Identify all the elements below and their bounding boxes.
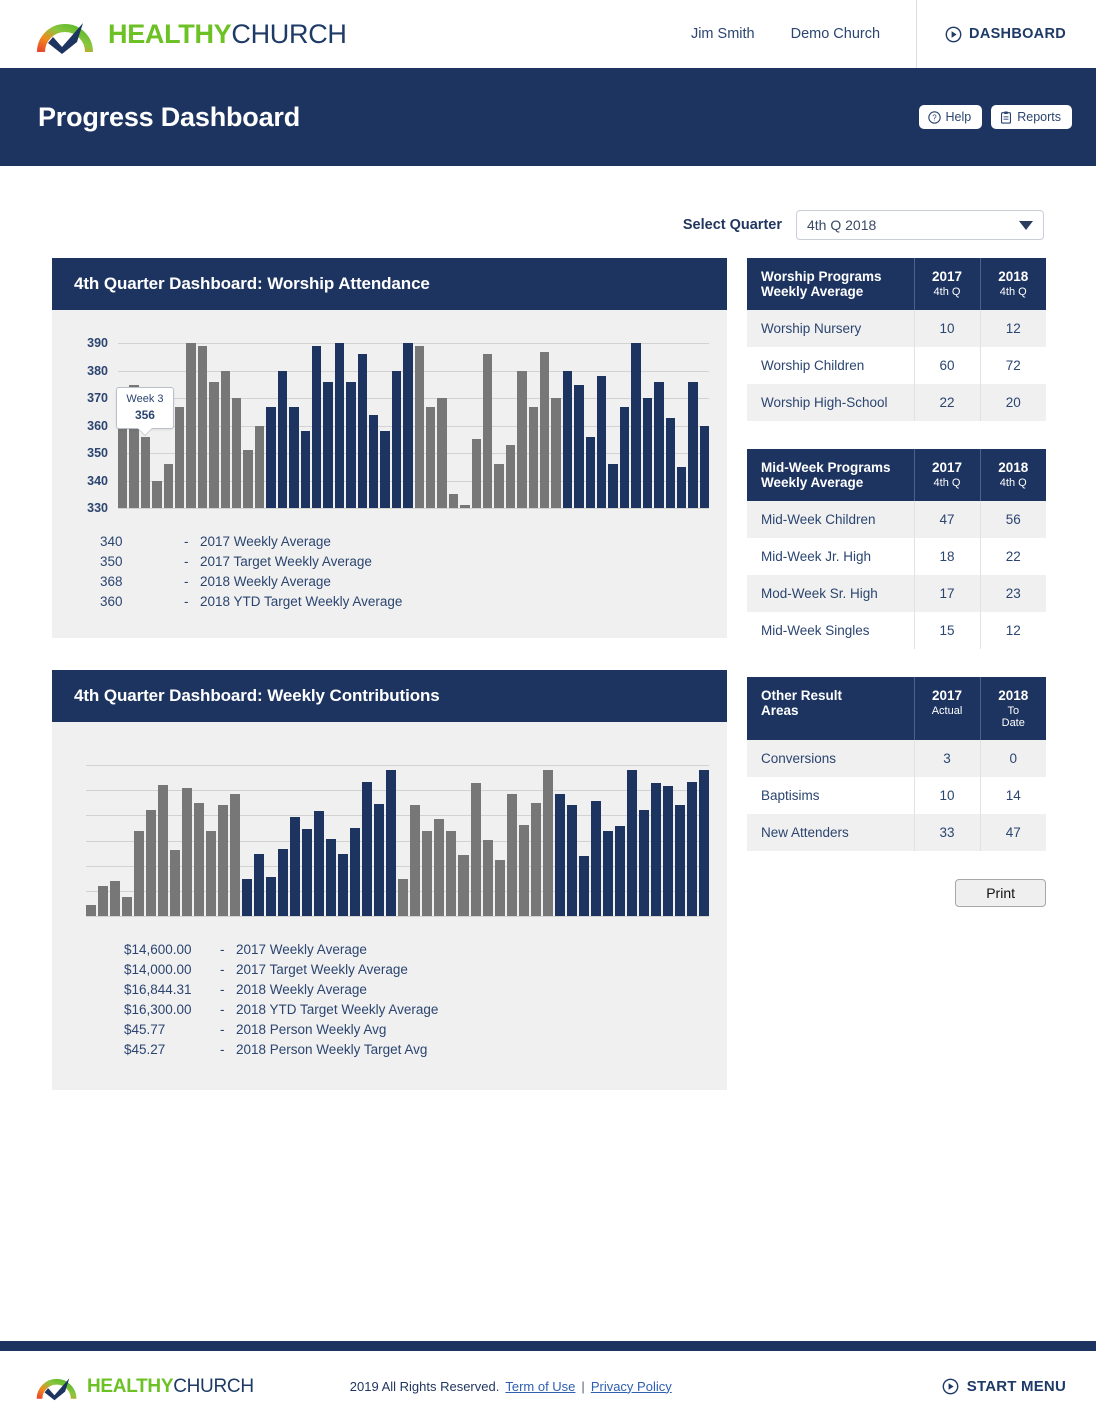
legend-value: 360 — [100, 594, 123, 609]
chart-bar[interactable] — [654, 382, 663, 508]
chart-bar[interactable] — [471, 783, 481, 916]
legend-text: 2018 Person Weekly Avg — [236, 1022, 387, 1037]
chart-bar[interactable] — [314, 811, 324, 916]
chart-bar[interactable] — [426, 407, 435, 508]
legend-row — [100, 552, 727, 572]
chart-bar[interactable] — [182, 788, 192, 916]
chart-bar[interactable] — [242, 879, 252, 916]
chart-bar[interactable] — [86, 905, 96, 916]
brand-church: CHURCH — [231, 18, 347, 49]
nav-org-link[interactable]: Demo Church — [790, 26, 881, 42]
question-circle-icon — [928, 111, 941, 124]
contributions-plot — [86, 758, 709, 916]
table-row — [747, 501, 1046, 538]
chart-bar[interactable] — [663, 786, 673, 916]
chart-bar[interactable] — [519, 825, 529, 916]
footer-brand-church: CHURCH — [173, 1375, 254, 1397]
bar-group — [86, 758, 709, 916]
worship-attendance-card — [52, 258, 727, 638]
legend-dash: - — [184, 554, 189, 569]
table-row — [747, 575, 1046, 612]
legend-dash: - — [220, 962, 225, 977]
tables-column — [747, 258, 1046, 907]
chart-bar[interactable] — [98, 886, 108, 916]
chart-bar[interactable] — [495, 860, 505, 916]
row-value-2017: 22 — [914, 384, 980, 421]
chart-bar[interactable] — [110, 881, 120, 916]
row-label: New Attenders — [747, 814, 914, 851]
legend-row — [100, 572, 727, 592]
worship-attendance-body — [52, 310, 727, 638]
table-row — [747, 384, 1046, 421]
chart-bar[interactable] — [335, 343, 344, 508]
header-line-1: Other Result — [761, 688, 843, 703]
row-value-2017: 10 — [914, 310, 980, 347]
chart-bar[interactable] — [586, 437, 595, 508]
table-header-row — [747, 449, 1046, 501]
chart-tooltip — [116, 387, 173, 429]
chart-bar[interactable] — [449, 494, 458, 508]
footer-separator: | — [581, 1378, 585, 1394]
header-sub: 4th Q — [999, 286, 1027, 298]
y-axis-tick-label: 370 — [87, 391, 108, 406]
legend-text: 2017 Weekly Average — [236, 942, 367, 957]
chart-bar[interactable] — [338, 854, 348, 916]
start-menu-button[interactable] — [942, 1378, 1066, 1395]
legend-row — [124, 940, 727, 960]
chart-bar[interactable] — [255, 426, 264, 508]
legend-dash: - — [220, 1022, 225, 1037]
table-header-2018: 2018 To Date — [980, 677, 1046, 740]
footer-brand-text — [87, 1377, 254, 1396]
legend-row — [100, 592, 727, 612]
chart-bar[interactable] — [134, 831, 144, 916]
row-label: Mid-Week Children — [747, 501, 914, 538]
chart-bar[interactable] — [175, 407, 184, 508]
legend-dash: - — [220, 982, 225, 997]
bar-group — [118, 338, 709, 508]
chart-bar[interactable] — [198, 346, 207, 508]
chart-bar[interactable] — [608, 464, 617, 508]
chart-bar[interactable] — [688, 382, 697, 508]
chart-bar[interactable] — [278, 849, 288, 917]
y-axis-tick-label: 330 — [87, 501, 108, 515]
chart-bar[interactable] — [164, 464, 173, 508]
chart-bar[interactable] — [639, 810, 649, 916]
row-label: Worship Nursery — [747, 310, 914, 347]
y-axis-tick-label: 390 — [87, 336, 108, 351]
chart-bar[interactable] — [483, 840, 493, 916]
legend-value: $16,300.00 — [124, 1002, 192, 1017]
chart-bar[interactable] — [302, 829, 312, 916]
chart-bar[interactable] — [615, 826, 625, 916]
chart-bar[interactable] — [386, 770, 396, 917]
row-value-2017: 18 — [914, 538, 980, 575]
chart-bar[interactable] — [346, 382, 355, 508]
row-value-2018: 12 — [1005, 623, 1021, 638]
chart-bar[interactable] — [369, 415, 378, 508]
chart-bar[interactable] — [620, 407, 629, 508]
nav-user-link[interactable]: Jim Smith — [690, 26, 755, 42]
table-header-2018: 2018 4th Q — [980, 258, 1046, 310]
page-footer — [0, 1351, 1096, 1421]
row-value-2018: 47 — [1005, 825, 1021, 840]
legend-value: 340 — [100, 534, 123, 549]
legend-row — [124, 1020, 727, 1040]
chart-bar[interactable] — [152, 481, 161, 508]
chart-bar[interactable] — [301, 431, 310, 508]
row-value-2018: 23 — [1005, 586, 1021, 601]
chart-bar[interactable] — [415, 346, 424, 508]
chart-bar[interactable] — [687, 782, 697, 916]
weekly-contributions-card — [52, 670, 727, 1090]
chart-bar[interactable] — [651, 783, 661, 916]
legend-text: 2017 Target Weekly Average — [236, 962, 408, 977]
chart-bar[interactable] — [591, 801, 601, 916]
chart-bar[interactable] — [410, 805, 420, 916]
help-button[interactable] — [919, 105, 983, 129]
chart-bar[interactable] — [186, 343, 195, 508]
chart-bar[interactable] — [141, 437, 150, 508]
table-other-result-areas — [747, 677, 1046, 851]
row-value-2018: 0 — [1009, 751, 1017, 766]
chart-bar[interactable] — [380, 431, 389, 508]
row-value-2017: 33 — [914, 814, 980, 851]
legend-text: 2017 Target Weekly Average — [200, 554, 372, 569]
row-value-2017: 3 — [914, 740, 980, 777]
chart-bar[interactable] — [243, 450, 252, 508]
attendance-plot — [118, 338, 709, 508]
legend-row — [124, 1000, 727, 1020]
header-line-2: Weekly Average — [761, 475, 864, 490]
worship-attendance-chart — [52, 310, 727, 514]
attendance-legend — [52, 514, 727, 638]
svg-text:?: ? — [931, 113, 937, 123]
legend-value: $14,600.00 — [124, 942, 192, 957]
row-value-2017: 15 — [914, 612, 980, 649]
quarter-selected-value: 4th Q 2018 — [807, 217, 877, 233]
row-value-2018: 12 — [1005, 321, 1021, 336]
chart-bar[interactable] — [666, 418, 675, 508]
gridline — [86, 916, 709, 917]
header-line-1: Mid-Week Programs — [761, 460, 891, 475]
legend-text: 2018 Weekly Average — [236, 982, 367, 997]
start-menu-label: START MENU — [966, 1377, 1066, 1395]
row-label: Baptisims — [747, 777, 914, 814]
header-sub: 4th Q — [999, 477, 1027, 489]
charts-column — [52, 258, 727, 1122]
chart-bar[interactable] — [460, 505, 469, 508]
chart-bar[interactable] — [374, 804, 384, 916]
legend-text: 2018 YTD Target Weekly Average — [236, 1002, 439, 1017]
table-header-2018: 2018 4th Q — [980, 449, 1046, 501]
chart-bar[interactable] — [567, 805, 577, 916]
table-header-row — [747, 258, 1046, 310]
chart-bar[interactable] — [700, 426, 709, 508]
legend-row — [124, 1040, 727, 1060]
chart-bar[interactable] — [551, 398, 560, 508]
quarter-select[interactable] — [796, 210, 1044, 240]
chart-bar[interactable] — [230, 794, 240, 916]
page-title-bar — [0, 68, 1096, 166]
table-row — [747, 612, 1046, 649]
reports-label: Reports — [1017, 110, 1061, 124]
chart-bar[interactable] — [194, 803, 204, 916]
chart-bar[interactable] — [422, 831, 432, 916]
footer-legal — [350, 1379, 672, 1394]
legend-dash: - — [184, 594, 189, 609]
healthy-church-gauge-icon — [36, 12, 98, 56]
legend-row — [124, 960, 727, 980]
print-row — [747, 879, 1046, 907]
terms-link[interactable]: Term of Use — [505, 1378, 576, 1394]
chart-bar[interactable] — [278, 371, 287, 508]
chevron-down-icon — [1019, 221, 1033, 230]
header-line-2: Areas — [761, 703, 799, 718]
footer-gauge-icon — [36, 1370, 80, 1402]
privacy-link[interactable]: Privacy Policy — [590, 1378, 672, 1394]
footer-copyright: 2019 All Rights Reserved. — [349, 1378, 500, 1394]
chart-bar[interactable] — [677, 467, 686, 508]
chart-bar[interactable] — [631, 343, 640, 508]
chart-bar[interactable] — [675, 805, 685, 916]
chart-bar[interactable] — [266, 877, 276, 916]
chart-bar[interactable] — [627, 770, 637, 917]
header-sub: To Date — [1001, 705, 1025, 729]
chart-bar[interactable] — [146, 810, 156, 916]
chart-bar[interactable] — [506, 445, 515, 508]
chart-bar[interactable] — [517, 371, 526, 508]
legend-dash: - — [184, 534, 189, 549]
play-circle-icon — [945, 26, 962, 43]
chart-bar[interactable] — [323, 382, 332, 508]
chart-bar[interactable] — [543, 770, 553, 917]
chart-bar[interactable] — [122, 897, 132, 916]
play-circle-icon — [942, 1378, 959, 1395]
footer-brand-healthy: HEALTHY — [87, 1375, 174, 1397]
nav-right-group — [691, 0, 1096, 68]
chart-bar[interactable] — [209, 382, 218, 508]
legend-text: 2018 Person Weekly Target Avg — [236, 1042, 428, 1057]
table-worship-programs — [747, 258, 1046, 421]
quarter-label: Select Quarter — [682, 217, 782, 233]
brand-text — [108, 18, 347, 49]
legend-value: $45.27 — [124, 1042, 166, 1057]
table-header-title — [747, 449, 914, 501]
legend-dash: - — [220, 1002, 225, 1017]
chart-bar[interactable] — [643, 398, 652, 508]
contributions-y-axis — [70, 758, 76, 916]
help-label: Help — [945, 110, 972, 124]
quarter-selector-row — [0, 166, 1096, 240]
legend-value: $14,000.00 — [124, 962, 192, 977]
weekly-contributions-heading: 4th Quarter Dashboard: Weekly Contributions — [52, 670, 727, 722]
row-value-2017: 17 — [914, 575, 980, 612]
reports-button[interactable] — [991, 105, 1072, 129]
chart-bar[interactable] — [289, 407, 298, 508]
y-axis-tick-label: 380 — [87, 363, 108, 378]
chart-bar[interactable] — [254, 854, 264, 916]
tooltip-label: Week 3 — [126, 392, 164, 405]
gridline — [118, 508, 709, 509]
brand-healthy: HEALTHY — [108, 18, 232, 49]
title-actions — [919, 105, 1073, 129]
chart-bar[interactable] — [529, 407, 538, 508]
chart-bar[interactable] — [392, 371, 401, 508]
chart-bar[interactable] — [434, 819, 444, 916]
legend-text: 2018 YTD Target Weekly Average — [200, 594, 403, 609]
weekly-contributions-chart — [52, 722, 727, 922]
table-row — [747, 347, 1046, 384]
footer-logo[interactable] — [36, 1370, 254, 1402]
page-title: Progress Dashboard — [38, 101, 300, 132]
header-sub: Actual — [931, 705, 963, 717]
table-row — [747, 538, 1046, 575]
table-header-title — [747, 677, 914, 740]
legend-value: $45.77 — [124, 1022, 166, 1037]
row-value-2017: 60 — [914, 347, 980, 384]
chart-bar[interactable] — [398, 879, 408, 916]
chart-bar[interactable] — [232, 398, 241, 508]
legend-dash: - — [220, 942, 225, 957]
chart-bar[interactable] — [555, 794, 565, 916]
chart-bar[interactable] — [507, 794, 517, 916]
chart-bar[interactable] — [362, 782, 372, 916]
chart-bar[interactable] — [563, 371, 572, 508]
header-logo[interactable] — [36, 12, 347, 56]
row-label: Worship Children — [747, 347, 914, 384]
row-value-2018: 72 — [1005, 358, 1021, 373]
weekly-contributions-body — [52, 722, 727, 1090]
chart-bar[interactable] — [312, 346, 321, 508]
row-value-2017: 10 — [914, 777, 980, 814]
print-button[interactable]: Print — [955, 879, 1046, 907]
nav-dashboard-label: DASHBOARD — [969, 26, 1066, 42]
chart-bar[interactable] — [446, 831, 456, 916]
chart-bar[interactable] — [437, 398, 446, 508]
legend-row — [124, 980, 727, 1000]
row-label: Mid-Week Singles — [747, 612, 914, 649]
tooltip-value: 356 — [134, 407, 155, 422]
chart-bar[interactable] — [472, 439, 481, 508]
row-label: Mod-Week Sr. High — [747, 575, 914, 612]
footer-accent-strip — [0, 1341, 1096, 1351]
table-mid-week-programs — [747, 449, 1046, 649]
data-tables — [747, 258, 1046, 851]
table-header-row — [747, 677, 1046, 740]
row-value-2018: 14 — [1005, 788, 1021, 803]
row-value-2017: 47 — [914, 501, 980, 538]
top-navigation — [0, 0, 1096, 68]
legend-row — [100, 532, 727, 552]
table-header-2017: 2017 4th Q — [914, 258, 980, 310]
row-label: Conversions — [747, 740, 914, 777]
chart-bar[interactable] — [290, 817, 300, 916]
table-row — [747, 777, 1046, 814]
row-value-2018: 56 — [1005, 512, 1021, 527]
worship-attendance-heading: 4th Quarter Dashboard: Worship Attendance — [52, 258, 727, 310]
legend-value: 368 — [100, 574, 123, 589]
chart-bar[interactable] — [597, 376, 606, 508]
y-axis-tick-label: 350 — [87, 446, 108, 461]
legend-dash: - — [220, 1042, 225, 1057]
table-row — [747, 814, 1046, 851]
header-line-1: Worship Programs — [761, 269, 882, 284]
y-axis-tick-label: 360 — [87, 418, 108, 433]
contributions-legend — [52, 922, 727, 1090]
chart-bar[interactable] — [403, 343, 412, 508]
chart-bar[interactable] — [350, 828, 360, 916]
legend-value: 350 — [100, 554, 123, 569]
y-axis-tick-label: 340 — [87, 473, 108, 488]
table-row — [747, 310, 1046, 347]
legend-text: 2017 Weekly Average — [200, 534, 331, 549]
clipboard-icon — [1000, 111, 1012, 124]
chart-bar[interactable] — [458, 855, 468, 916]
table-header-2017: 2017 Actual — [914, 677, 980, 740]
chart-bar[interactable] — [531, 803, 541, 916]
chart-bar[interactable] — [326, 839, 336, 916]
chart-bar[interactable] — [170, 850, 180, 916]
attendance-y-axis — [70, 336, 108, 515]
header-line-2: Weekly Average — [761, 284, 864, 299]
chart-bar[interactable] — [699, 770, 709, 917]
chart-bar[interactable] — [603, 831, 613, 916]
main-content — [0, 240, 1096, 1122]
chart-bar[interactable] — [358, 354, 367, 508]
header-sub: 4th Q — [933, 477, 961, 489]
chart-bar[interactable] — [574, 385, 583, 508]
chart-bar[interactable] — [118, 426, 127, 508]
chart-bar[interactable] — [483, 354, 492, 508]
header-sub: 4th Q — [933, 286, 961, 298]
chart-bar[interactable] — [266, 407, 275, 508]
legend-dash: - — [184, 574, 189, 589]
legend-text: 2018 Weekly Average — [200, 574, 331, 589]
row-value-2018: 22 — [1005, 549, 1021, 564]
chart-bar[interactable] — [206, 831, 216, 916]
chart-bar[interactable] — [494, 464, 503, 508]
chart-bar[interactable] — [158, 785, 168, 916]
row-label: Worship High-School — [747, 384, 914, 421]
table-header-2017: 2017 4th Q — [914, 449, 980, 501]
chart-bar[interactable] — [218, 805, 228, 916]
nav-dashboard-button[interactable] — [917, 26, 1096, 43]
chart-bar[interactable] — [540, 352, 549, 508]
legend-value: $16,844.31 — [124, 982, 192, 997]
table-row — [747, 740, 1046, 777]
chart-bar[interactable] — [579, 856, 589, 916]
row-label: Mid-Week Jr. High — [747, 538, 914, 575]
row-value-2018: 20 — [1005, 395, 1021, 410]
table-header-title — [747, 258, 914, 310]
chart-bar[interactable] — [221, 371, 230, 508]
